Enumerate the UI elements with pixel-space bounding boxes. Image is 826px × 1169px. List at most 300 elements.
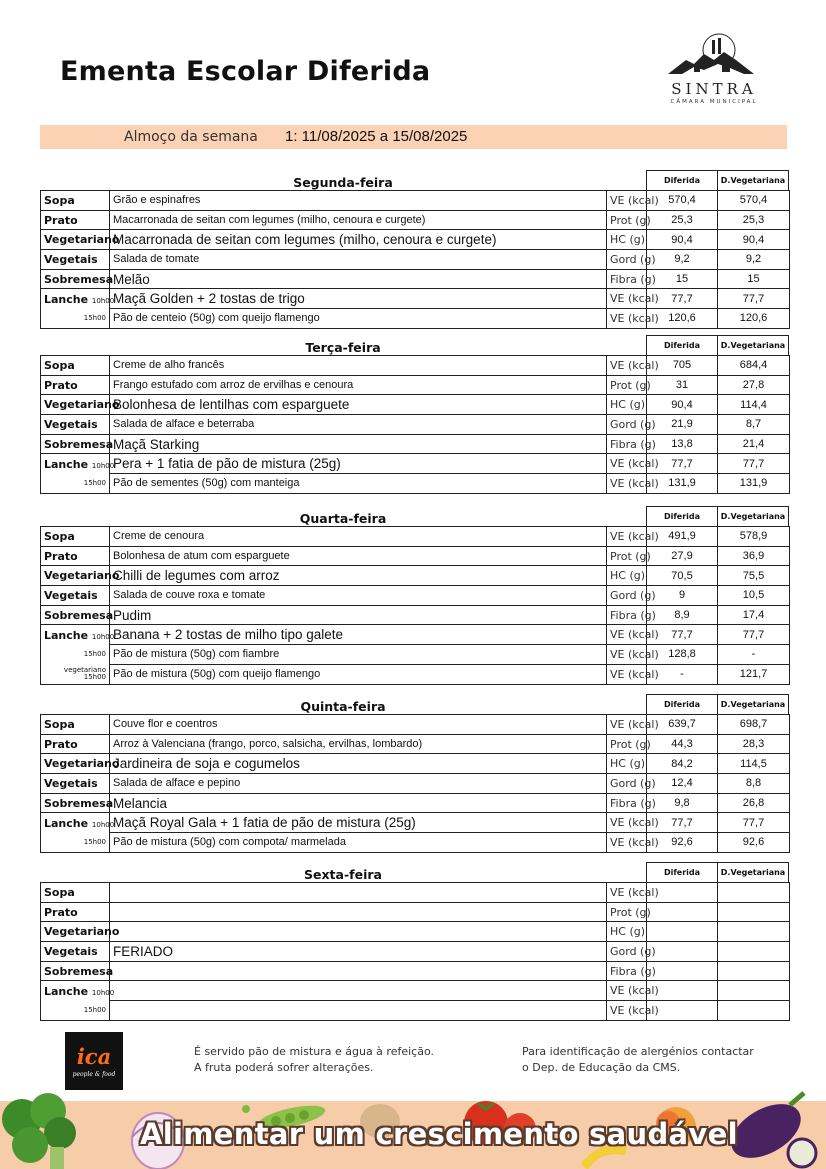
value-vegetariana	[718, 883, 790, 903]
value-vegetariana: 77,7	[718, 454, 790, 474]
dish-name: Couve flor e coentros	[110, 715, 607, 735]
column-header-diferida: Diferida	[647, 336, 718, 355]
meal-category-label: Prato	[44, 213, 78, 227]
dish-name: Maçã Golden + 2 tostas de trigo	[110, 289, 607, 309]
value-diferida: 90,4	[647, 395, 718, 415]
meal-category	[41, 289, 115, 309]
table-row	[41, 474, 790, 494]
nutrient-label: Prot (g)	[607, 546, 647, 566]
meal-category-label: Lanche	[44, 628, 89, 642]
dish-name: Maçã Royal Gala + 1 fatia de pão de mistura (25g)	[110, 813, 607, 833]
nutrient-label: Fibra (g)	[607, 605, 647, 625]
week-range: 1: 11/08/2025 a 15/08/2025	[285, 128, 468, 145]
meal-category	[41, 754, 120, 774]
meal-category	[41, 527, 110, 547]
value-vegetariana: 114,4	[718, 395, 790, 415]
meal-category	[41, 922, 120, 942]
table-row	[41, 546, 790, 566]
value-diferida: 12,4	[647, 774, 718, 794]
value-diferida: 128,8	[647, 645, 718, 665]
meal-category	[41, 981, 115, 1001]
value-diferida: 9,2	[647, 250, 718, 270]
meal-time: 15h00	[83, 314, 106, 323]
nutrient-label: HC (g)	[607, 230, 647, 250]
nutrient-label: Gord (g)	[607, 250, 647, 270]
nutrient-label: VE (kcal)	[607, 454, 647, 474]
nutrient-label: Fibra (g)	[607, 793, 647, 813]
nutrient-label: HC (g)	[607, 922, 647, 942]
dish-name: Macarronada de seitan com legumes (milho, cenoura e curgete)	[110, 230, 607, 250]
meal-category	[41, 942, 110, 962]
value-diferida: 21,9	[647, 415, 718, 435]
meal-category	[41, 415, 110, 435]
column-header-vegetariana: D.Vegetariana	[720, 512, 786, 521]
dish-name: Grão e espinafres	[110, 191, 607, 211]
nutrient-label: Gord (g)	[607, 586, 647, 606]
value-vegetariana: 36,9	[718, 546, 790, 566]
meal-category	[41, 546, 110, 566]
meal-category	[41, 586, 110, 606]
castle-emblem-icon	[664, 30, 764, 80]
dish-name: Melancia	[110, 793, 607, 813]
value-diferida: 92,6	[647, 833, 718, 853]
table-row	[41, 833, 790, 853]
value-diferida: 8,9	[647, 605, 718, 625]
column-header-vegetariana: D.Vegetariana	[720, 341, 786, 350]
dish-name	[110, 902, 607, 922]
meal-category-label: Lanche	[44, 816, 89, 830]
value-vegetariana	[718, 961, 790, 981]
nutrient-label: VE (kcal)	[607, 309, 647, 329]
dish-name	[110, 981, 607, 1001]
table-row	[41, 269, 790, 289]
meal-category	[41, 774, 110, 794]
value-vegetariana: 9,2	[718, 250, 790, 270]
value-diferida: 44,3	[647, 734, 718, 754]
day-column-headers	[646, 506, 789, 526]
meal-category	[41, 191, 110, 211]
value-diferida: 77,7	[647, 813, 718, 833]
meal-variant: vegetariano	[63, 665, 106, 674]
dish-name: Macarronada de seitan com legumes (milho, cenoura e curgete)	[110, 210, 607, 230]
value-diferida: 9,8	[647, 793, 718, 813]
dish-name: Pão de centeio (50g) com queijo flamengo	[110, 309, 607, 329]
meal-category-label: Vegetais	[44, 252, 98, 266]
meal-category-label: Prato	[44, 905, 78, 919]
dish-name: Pera + 1 fatia de pão de mistura (25g)	[110, 454, 607, 474]
value-vegetariana	[718, 1001, 790, 1021]
value-vegetariana: 28,3	[718, 734, 790, 754]
dish-name: Pão de mistura (50g) com fiambre	[110, 645, 607, 665]
day-column-headers	[646, 694, 789, 714]
column-header-diferida: Diferida	[647, 863, 718, 882]
meal-category-label: Prato	[44, 378, 78, 392]
logo-wordmark: SINTRA	[671, 80, 757, 98]
meal-category-label: Lanche	[44, 457, 89, 471]
table-row	[41, 734, 790, 754]
nutrient-label: VE (kcal)	[607, 527, 647, 547]
dish-name: Bolonhesa de atum com esparguete	[110, 546, 607, 566]
value-diferida: 27,9	[647, 546, 718, 566]
note-line: Para identificação de alergénios contactar	[522, 1045, 754, 1058]
dish-name: Pão de mistura (50g) com compota/ marmelada	[110, 833, 607, 853]
value-diferida	[647, 942, 718, 962]
table-row	[41, 754, 790, 774]
dish-name: Frango estufado com arroz de ervilhas e cenoura	[110, 375, 607, 395]
day-column-headers	[646, 335, 789, 355]
meal-time: 10h00	[91, 461, 115, 470]
value-vegetariana: 27,8	[718, 375, 790, 395]
ica-logo-text: ica	[76, 1044, 112, 1069]
nutrient-label: Gord (g)	[607, 942, 647, 962]
menu-table	[40, 714, 790, 853]
nutrient-label: Fibra (g)	[607, 269, 647, 289]
day-column-headers	[646, 170, 789, 190]
dish-name: Arroz à Valenciana (frango, porco, salsicha, ervilhas, lombardo)	[110, 734, 607, 754]
table-row	[41, 250, 790, 270]
table-row	[41, 375, 790, 395]
meal-time: 10h00	[91, 988, 115, 997]
nutrient-label: VE (kcal)	[607, 664, 647, 684]
meal-category	[41, 813, 115, 833]
dish-name: Melão	[110, 269, 607, 289]
nutrient-label: Gord (g)	[607, 774, 647, 794]
dish-name: Salada de alface e pepino	[110, 774, 607, 794]
value-diferida	[647, 902, 718, 922]
table-row	[41, 645, 790, 665]
table-row	[41, 356, 790, 376]
value-vegetariana: 114,5	[718, 754, 790, 774]
meal-category	[41, 356, 110, 376]
table-row	[41, 395, 790, 415]
note-left	[194, 1044, 434, 1076]
meal-category-label: Sobremesa	[44, 608, 114, 622]
value-diferida: 491,9	[647, 527, 718, 547]
table-row	[41, 309, 790, 329]
value-vegetariana: 77,7	[718, 625, 790, 645]
value-diferida: 13,8	[647, 434, 718, 454]
menu-table	[40, 526, 790, 685]
dish-name: Salada de tomate	[110, 250, 607, 270]
week-label: Almoço da semana	[124, 129, 258, 145]
day-title: Terça-feira	[305, 340, 381, 355]
meal-category	[41, 961, 114, 981]
meal-time-cell	[41, 309, 110, 329]
nutrient-label: Prot (g)	[607, 375, 647, 395]
meal-time: 10h00	[91, 296, 115, 305]
meal-category-label: Sopa	[44, 717, 75, 731]
value-diferida	[647, 922, 718, 942]
value-diferida: 90,4	[647, 230, 718, 250]
meal-category	[41, 605, 114, 625]
value-diferida	[647, 961, 718, 981]
nutrient-label: HC (g)	[607, 566, 647, 586]
value-vegetariana: 10,5	[718, 586, 790, 606]
meal-time-cell	[41, 645, 110, 665]
dish-name: Bolonhesa de lentilhas com esparguete	[110, 395, 607, 415]
value-vegetariana: 92,6	[718, 833, 790, 853]
footer-banner	[0, 1101, 826, 1169]
table-row	[41, 230, 790, 250]
meal-category-label: Sopa	[44, 358, 75, 372]
table-row	[41, 902, 790, 922]
value-vegetariana: 77,7	[718, 813, 790, 833]
meal-category-label: Vegetais	[44, 776, 98, 790]
dish-name: Pão de sementes (50g) com manteiga	[110, 474, 607, 494]
meal-time: 15h00	[83, 672, 106, 681]
table-row	[41, 961, 790, 981]
meal-category-label: Lanche	[44, 292, 89, 306]
meal-category	[41, 625, 115, 645]
nutrient-label: Prot (g)	[607, 902, 647, 922]
meal-category	[41, 269, 114, 289]
meal-category-label: Vegetariano	[44, 398, 120, 412]
meal-category	[41, 434, 114, 454]
value-diferida: 15	[647, 269, 718, 289]
value-vegetariana: 8,7	[718, 415, 790, 435]
value-diferida: 77,7	[647, 289, 718, 309]
value-diferida: 77,7	[647, 625, 718, 645]
meal-time-cell	[41, 474, 110, 494]
value-vegetariana: 684,4	[718, 356, 790, 376]
meal-category-label: Sopa	[44, 529, 75, 543]
dish-name: Creme de cenoura	[110, 527, 607, 547]
meal-category-label: Prato	[44, 737, 78, 751]
dish-name: Salada de couve roxa e tomate	[110, 586, 607, 606]
nutrient-label: Prot (g)	[607, 734, 647, 754]
banner-slogan: Alimentar um crescimento saudável	[140, 1117, 738, 1151]
meal-category	[41, 734, 110, 754]
nutrient-label: VE (kcal)	[607, 981, 647, 1001]
nutrient-label: HC (g)	[607, 754, 647, 774]
meal-time: 15h00	[83, 479, 106, 488]
table-row	[41, 981, 790, 1001]
nutrient-label: HC (g)	[607, 395, 647, 415]
meal-category	[41, 454, 115, 474]
ica-logo	[65, 1032, 123, 1090]
table-row	[41, 605, 790, 625]
nutrient-label: VE (kcal)	[607, 474, 647, 494]
value-vegetariana: 121,7	[718, 664, 790, 684]
value-vegetariana	[718, 902, 790, 922]
dish-name	[110, 922, 607, 942]
meal-category-label: Vegetais	[44, 588, 98, 602]
ica-logo-subtext: people & food	[72, 1071, 116, 1078]
value-diferida: 120,6	[647, 309, 718, 329]
dish-name: Jardineira de soja e cogumelos	[110, 754, 607, 774]
meal-category-label: Sopa	[44, 193, 75, 207]
table-row	[41, 922, 790, 942]
note-line: É servido pão de mistura e água à refeição.	[194, 1045, 434, 1058]
nutrient-label: VE (kcal)	[607, 645, 647, 665]
value-vegetariana: 8,8	[718, 774, 790, 794]
value-diferida: 25,3	[647, 210, 718, 230]
column-header-vegetariana: D.Vegetariana	[720, 868, 786, 877]
meal-category	[41, 715, 110, 735]
table-row	[41, 289, 790, 309]
meal-category-label: Prato	[44, 549, 78, 563]
logo-subtitle: CÂMARA MUNICIPAL	[670, 99, 758, 105]
nutrient-label: Fibra (g)	[607, 961, 647, 981]
meal-category	[41, 566, 120, 586]
day-title: Sexta-feira	[304, 867, 382, 882]
value-vegetariana: 26,8	[718, 793, 790, 813]
value-vegetariana: 570,4	[718, 191, 790, 211]
nutrient-label: VE (kcal)	[607, 191, 647, 211]
value-diferida: 639,7	[647, 715, 718, 735]
value-diferida: 570,4	[647, 191, 718, 211]
meal-category	[41, 250, 110, 270]
meal-category-label: Sobremesa	[44, 796, 114, 810]
menu-table	[40, 190, 790, 329]
table-row	[41, 1001, 790, 1021]
value-vegetariana	[718, 981, 790, 1001]
value-vegetariana: 578,9	[718, 527, 790, 547]
meal-category	[41, 230, 120, 250]
day-title: Quinta-feira	[300, 699, 386, 714]
value-diferida: 705	[647, 356, 718, 376]
nutrient-label: VE (kcal)	[607, 833, 647, 853]
nutrient-label: VE (kcal)	[607, 813, 647, 833]
meal-category	[41, 793, 114, 813]
menu-table	[40, 355, 790, 494]
value-vegetariana: -	[718, 645, 790, 665]
dish-name: Pão de mistura (50g) com queijo flamengo	[110, 664, 607, 684]
value-diferida: 84,2	[647, 754, 718, 774]
sintra-logo	[664, 30, 764, 112]
nutrient-label: VE (kcal)	[607, 625, 647, 645]
meal-time: 15h00	[83, 838, 106, 847]
value-vegetariana	[718, 942, 790, 962]
nutrient-label: VE (kcal)	[607, 883, 647, 903]
day-column-headers	[646, 862, 789, 882]
value-vegetariana: 90,4	[718, 230, 790, 250]
dish-name: Salada de alface e beterraba	[110, 415, 607, 435]
column-header-diferida: Diferida	[647, 507, 718, 526]
meal-category	[41, 883, 110, 903]
meal-category-label: Sobremesa	[44, 964, 114, 978]
meal-category-label: Lanche	[44, 984, 89, 998]
table-row	[41, 625, 790, 645]
value-vegetariana: 15	[718, 269, 790, 289]
dish-name: Pudim	[110, 605, 607, 625]
meal-time-cell	[41, 1001, 110, 1021]
dish-name: Maçã Starking	[110, 434, 607, 454]
nutrient-label: Prot (g)	[607, 210, 647, 230]
value-vegetariana: 120,6	[718, 309, 790, 329]
value-vegetariana: 131,9	[718, 474, 790, 494]
value-vegetariana: 75,5	[718, 566, 790, 586]
value-vegetariana: 77,7	[718, 289, 790, 309]
meal-category	[41, 375, 110, 395]
meal-category-label: Vegetariano	[44, 569, 120, 583]
broccoli-icon	[2, 1093, 76, 1169]
note-right	[522, 1044, 754, 1076]
value-vegetariana: 17,4	[718, 605, 790, 625]
column-header-vegetariana: D.Vegetariana	[720, 700, 786, 709]
value-diferida: 9	[647, 586, 718, 606]
meal-category	[41, 395, 120, 415]
nutrient-label: VE (kcal)	[607, 289, 647, 309]
meal-category-label: Vegetais	[44, 944, 98, 958]
value-vegetariana: 25,3	[718, 210, 790, 230]
table-row	[41, 586, 790, 606]
table-row	[41, 715, 790, 735]
nutrient-label: VE (kcal)	[607, 1001, 647, 1021]
dish-name: FERIADO	[110, 942, 607, 962]
value-diferida: 70,5	[647, 566, 718, 586]
note-line: A fruta poderá sofrer alterações.	[194, 1061, 374, 1074]
value-vegetariana: 698,7	[718, 715, 790, 735]
dish-name: Creme de alho francês	[110, 356, 607, 376]
meal-category-label: Vegetais	[44, 417, 98, 431]
value-diferida: 31	[647, 375, 718, 395]
meal-category-label: Vegetariano	[44, 757, 120, 771]
value-vegetariana	[718, 922, 790, 942]
dish-name	[110, 883, 607, 903]
dish-name	[110, 1001, 607, 1021]
table-row	[41, 664, 790, 684]
table-row	[41, 793, 790, 813]
value-diferida: 131,9	[647, 474, 718, 494]
table-row	[41, 415, 790, 435]
value-vegetariana: 21,4	[718, 434, 790, 454]
meal-category-label: Vegetariano	[44, 925, 120, 939]
nutrient-label: VE (kcal)	[607, 356, 647, 376]
table-row	[41, 942, 790, 962]
meal-category-label: Sopa	[44, 885, 75, 899]
column-header-diferida: Diferida	[647, 171, 718, 190]
dish-name: Banana + 2 tostas de milho tipo galete	[110, 625, 607, 645]
page-title: Ementa Escolar Diferida	[60, 56, 431, 87]
meal-category	[41, 902, 110, 922]
meal-time: 10h00	[91, 820, 115, 829]
table-row	[41, 434, 790, 454]
day-title: Quarta-feira	[299, 511, 387, 526]
meal-category-label: Vegetariano	[44, 233, 120, 247]
menu-table	[40, 882, 790, 1021]
note-line: o Dep. de Educação da CMS.	[522, 1061, 681, 1074]
table-row	[41, 210, 790, 230]
table-row	[41, 191, 790, 211]
meal-time: 10h00	[91, 632, 115, 641]
meal-time-cell	[41, 833, 110, 853]
meal-time: 15h00	[83, 1006, 106, 1015]
value-diferida: 77,7	[647, 454, 718, 474]
week-banner	[40, 125, 787, 149]
banana-icon	[584, 1150, 626, 1167]
value-diferida: -	[647, 664, 718, 684]
day-title: Segunda-feira	[293, 175, 393, 190]
meal-category-label: Sobremesa	[44, 272, 114, 286]
table-row	[41, 527, 790, 547]
dish-name: Chilli de legumes com arroz	[110, 566, 607, 586]
nutrient-label: VE (kcal)	[607, 715, 647, 735]
table-row	[41, 566, 790, 586]
meal-time-cell	[41, 664, 110, 684]
meal-category	[41, 210, 110, 230]
column-header-diferida: Diferida	[647, 695, 718, 714]
nutrient-label: Gord (g)	[607, 415, 647, 435]
table-row	[41, 813, 790, 833]
meal-time: 15h00	[83, 650, 106, 659]
table-row	[41, 454, 790, 474]
table-row	[41, 774, 790, 794]
dish-name	[110, 961, 607, 981]
meal-category-label: Sobremesa	[44, 437, 114, 451]
nutrient-label: Fibra (g)	[607, 434, 647, 454]
table-row	[41, 883, 790, 903]
